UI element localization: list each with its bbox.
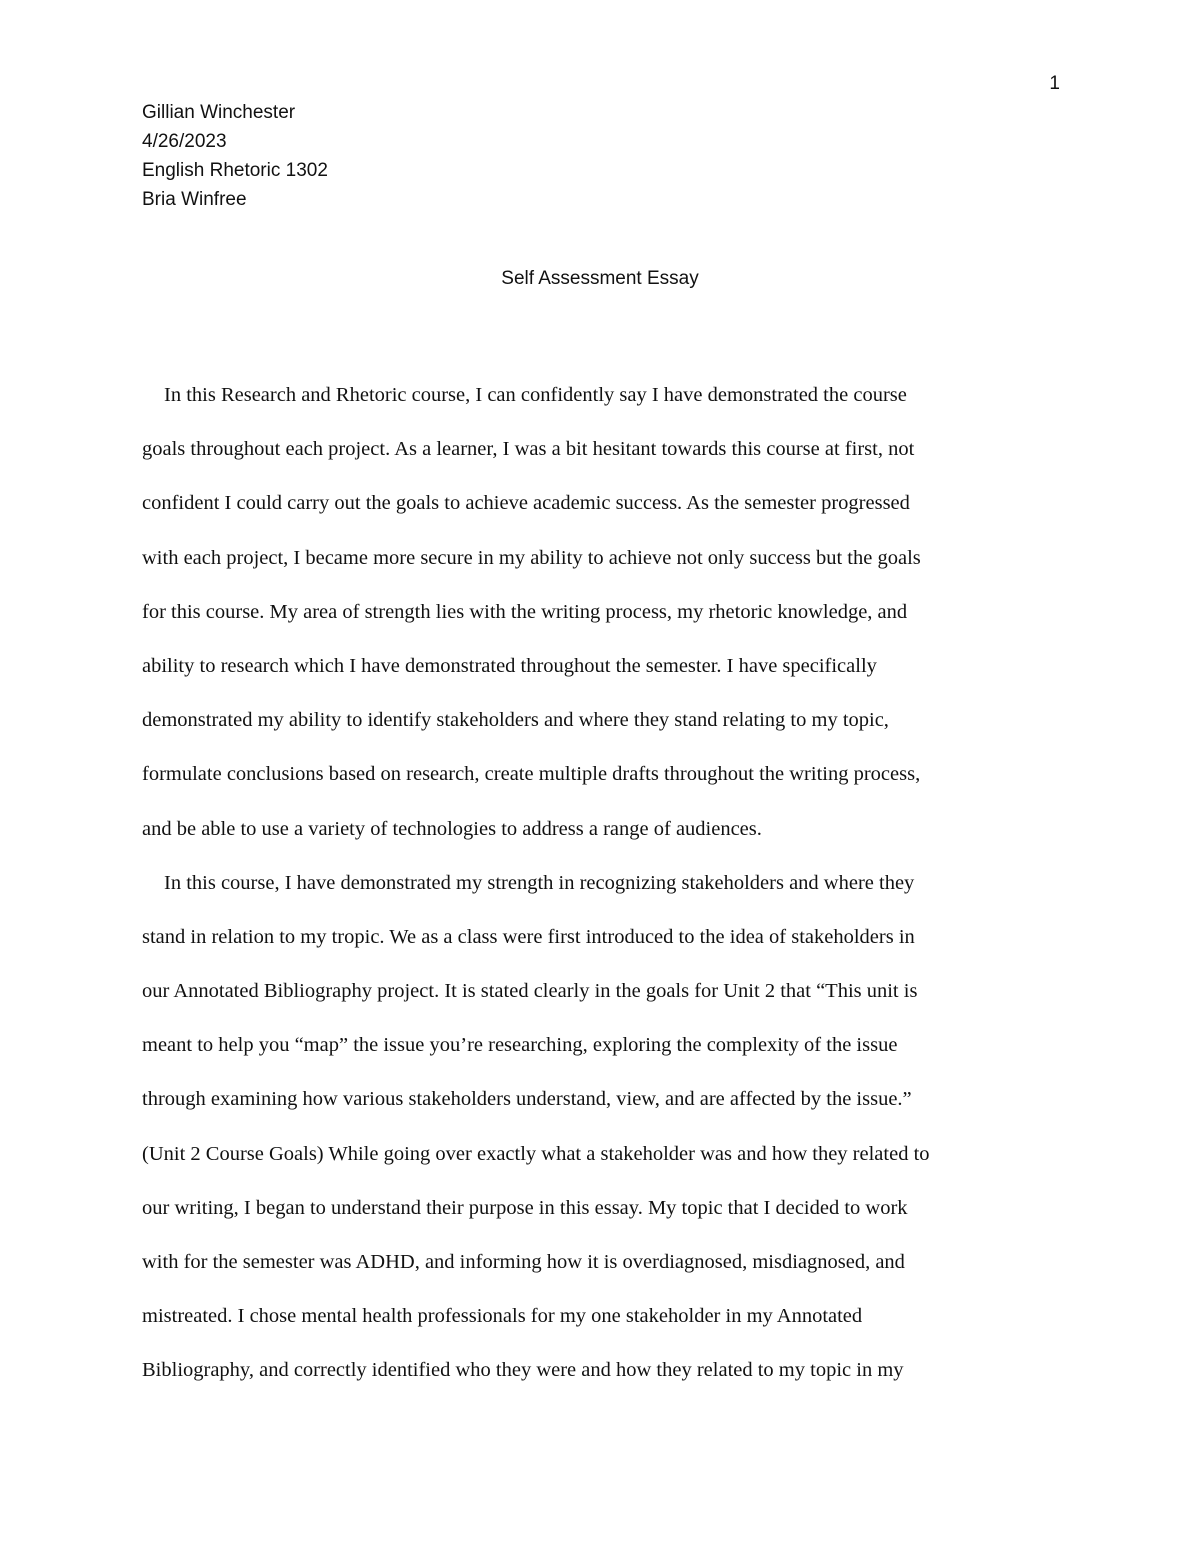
course-name: English Rhetoric 1302 [142, 160, 328, 181]
body-line: goals throughout each project. As a learner, I was a bit hesitant towards this course at first, not [142, 438, 915, 461]
page-number: 1 [1049, 73, 1060, 94]
body-line: stand in relation to my tropic. We as a class were first introduced to the idea of stakeholders in [142, 925, 915, 948]
instructor-name: Bria Winfree [142, 189, 247, 210]
essay-title: Self Assessment Essay [501, 268, 699, 289]
body-line: with each project, I became more secure in my ability to achieve not only success but the goals [142, 546, 921, 569]
body-line: with for the semester was ADHD, and informing how it is overdiagnosed, misdiagnosed, and [142, 1251, 905, 1273]
body-line: and be able to use a variety of technologies to address a range of audiences. [142, 817, 762, 840]
body-line: meant to help you “map” the issue you’re researching, exploring the complexity of the issue [142, 1034, 898, 1057]
author-name: Gillian Winchester [142, 102, 296, 123]
body-line: In this Research and Rhetoric course, I can confidently say I have demonstrated the course [164, 384, 907, 406]
body-line: through examining how various stakeholders understand, view, and are affected by the issue.” [142, 1088, 912, 1111]
body-line: confident I could carry out the goals to achieve academic success. As the semester progressed [142, 492, 910, 515]
body-line: our Annotated Bibliography project. It is stated clearly in the goals for Unit 2 that “This unit is [142, 980, 918, 1003]
body-line: In this course, I have demonstrated my strength in recognizing stakeholders and where they [164, 871, 915, 894]
body-line: mistreated. I chose mental health professionals for my one stakeholder in my Annotated [142, 1305, 863, 1328]
body-line: demonstrated my ability to identify stakeholders and where they stand relating to my topic, [142, 709, 889, 732]
body-line: Bibliography, and correctly identified who they were and how they related to my topic in my [142, 1359, 904, 1382]
body-line: our writing, I began to understand their purpose in this essay. My topic that I decided to work [142, 1196, 908, 1219]
date-line: 4/26/2023 [142, 131, 227, 152]
mla-header [142, 98, 328, 214]
body-line: (Unit 2 Course Goals) While going over exactly what a stakeholder was and how they related to [142, 1142, 930, 1165]
body-line: for this course. My area of strength lies with the writing process, my rhetoric knowledge, and [142, 600, 908, 623]
essay-body [142, 380, 1062, 1410]
body-line: ability to research which I have demonstrated throughout the semester. I have specifically [142, 654, 877, 677]
body-line: formulate conclusions based on research, create multiple drafts throughout the writing process, [142, 763, 921, 786]
